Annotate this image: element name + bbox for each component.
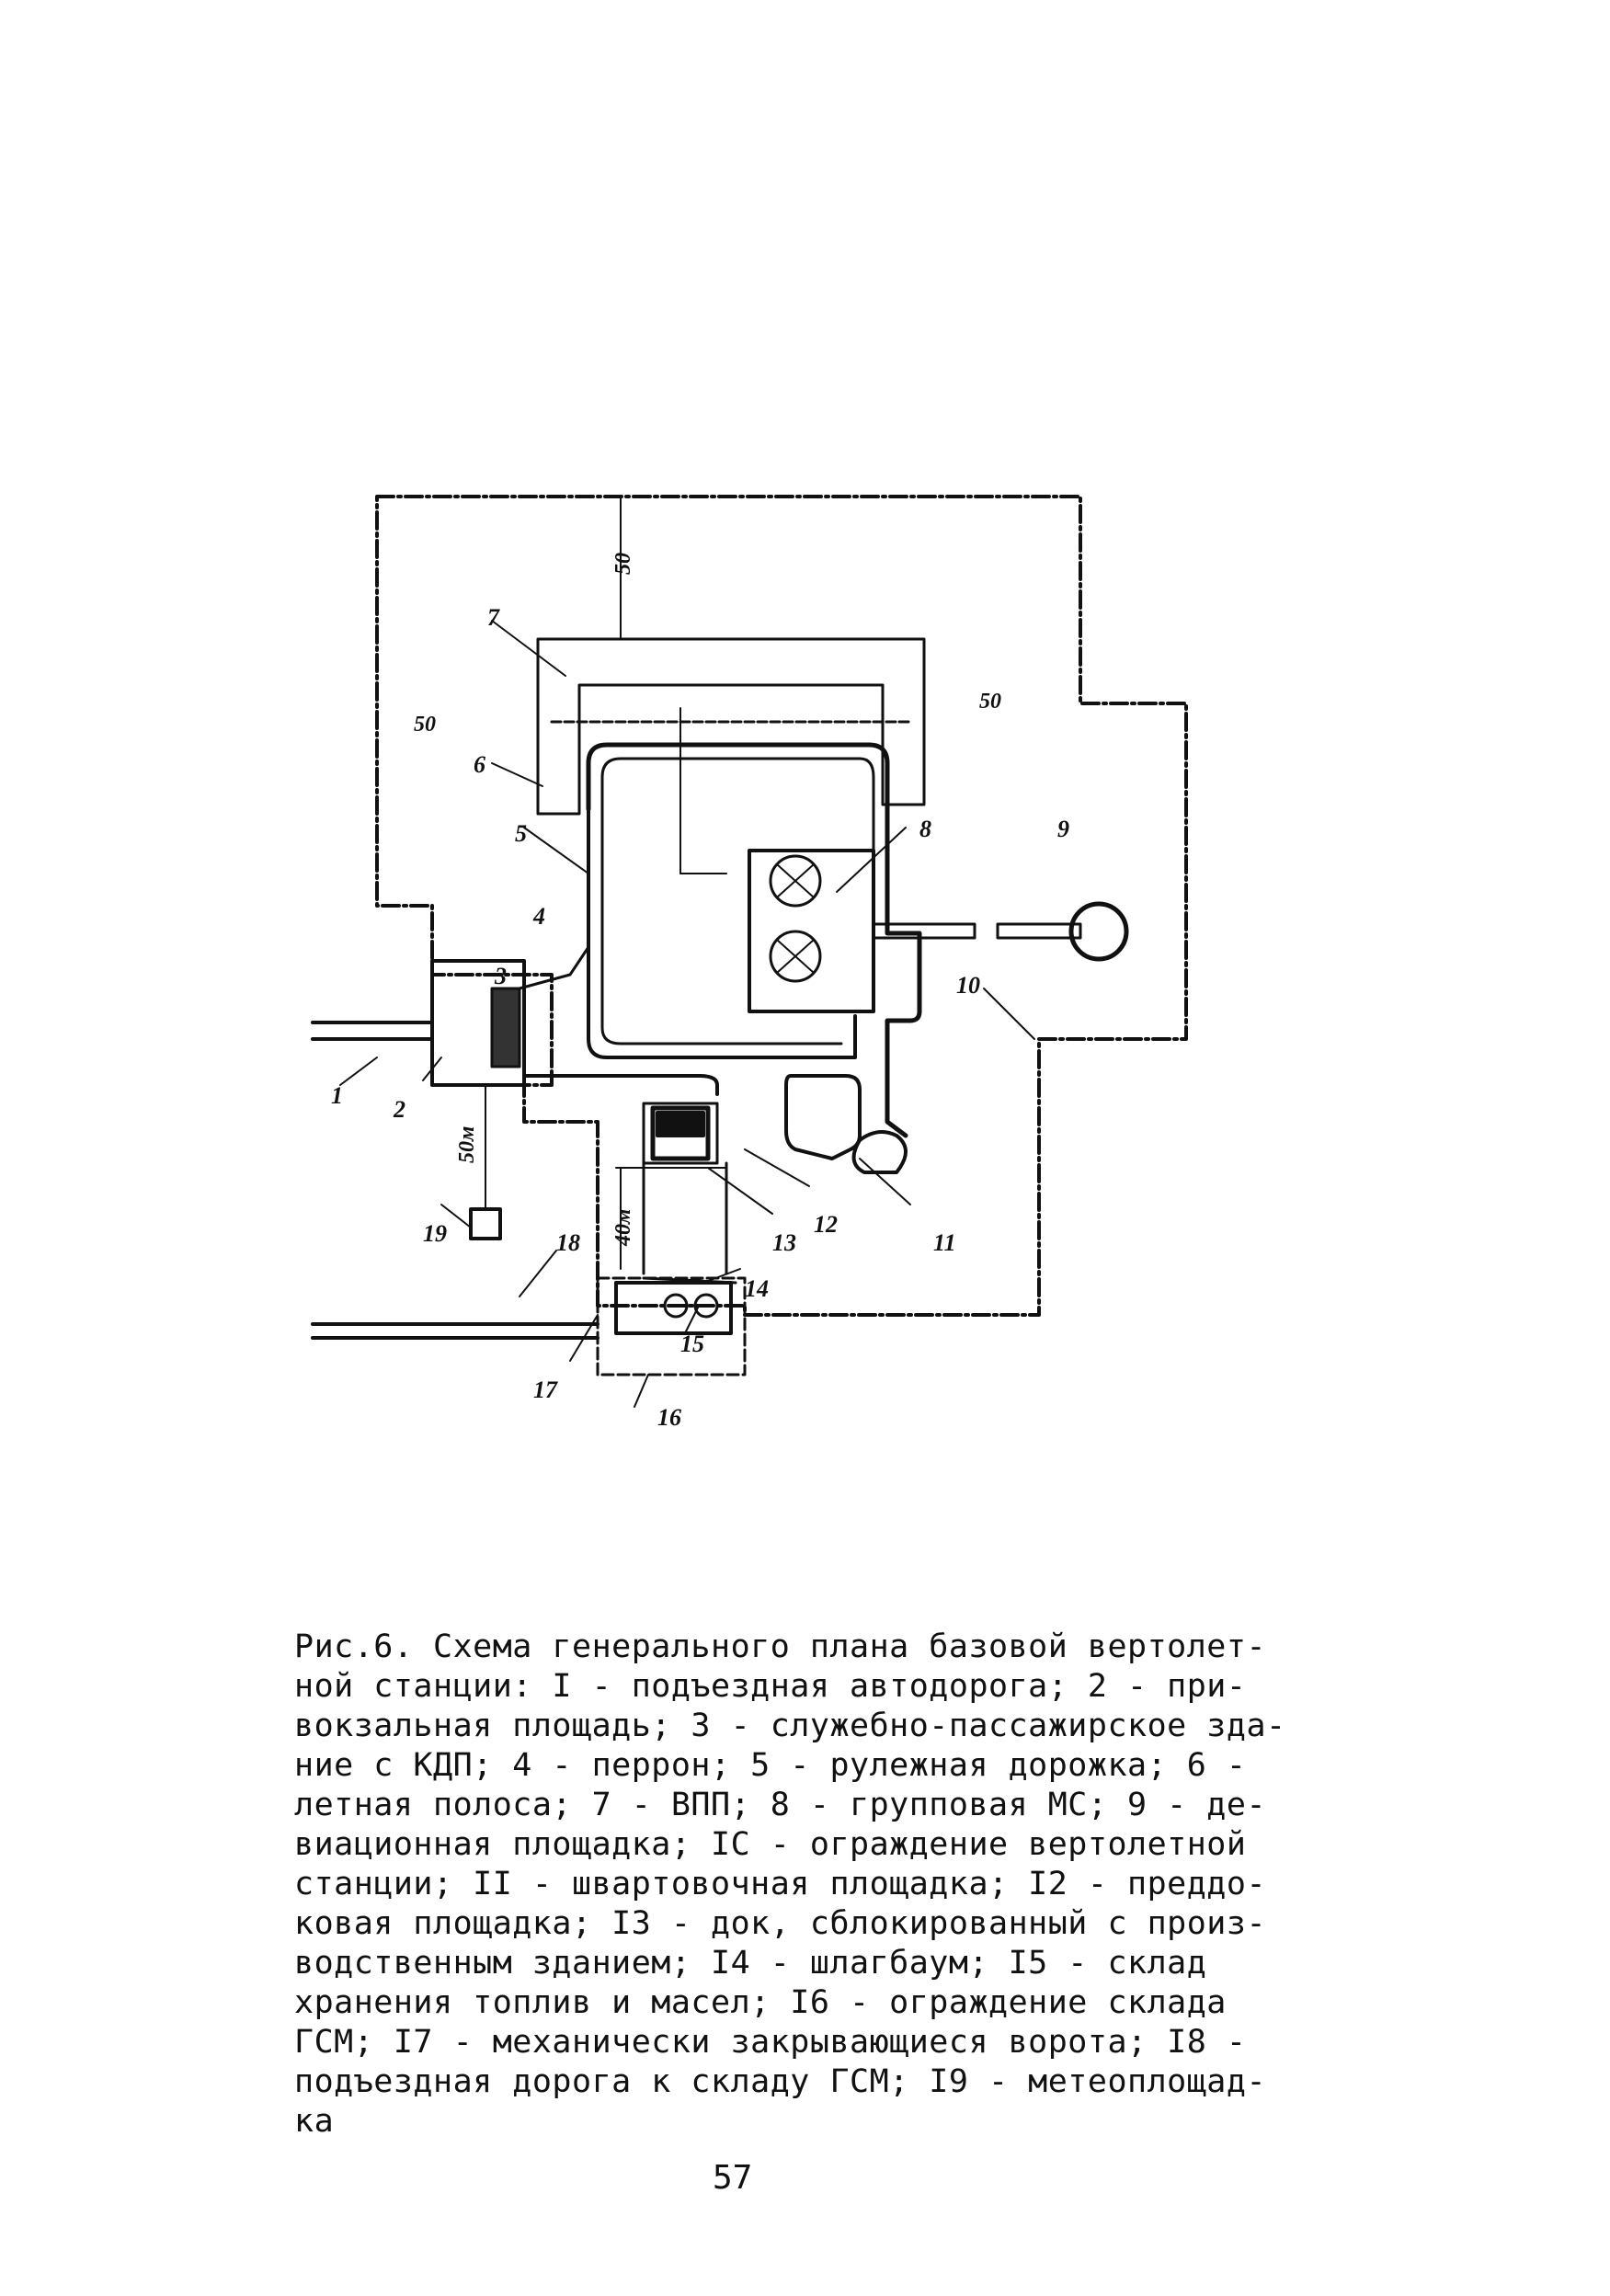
caption-line: станции; II - швартовочная площадка; I2 - преддо- — [294, 1866, 1267, 1902]
callout-9: 9 — [1057, 816, 1069, 842]
caption-line: ковая площадка; I3 - док, сблокированный с произ- — [294, 1905, 1267, 1942]
figure-caption — [294, 1628, 1286, 2142]
callout-11: 11 — [933, 1229, 956, 1256]
dim-top: 50 — [611, 553, 635, 575]
dim-right: 50 — [979, 690, 1001, 714]
callout-14: 14 — [745, 1275, 769, 1302]
callout-10: 10 — [956, 972, 980, 999]
callout-18: 18 — [556, 1229, 580, 1256]
dim-met: 50м — [455, 1125, 479, 1163]
callout-3: 3 — [495, 963, 507, 989]
dim-left: 50 — [414, 713, 436, 737]
callout-8: 8 — [919, 816, 931, 842]
general-plan-diagram — [276, 460, 1241, 1471]
callout-16: 16 — [657, 1404, 681, 1431]
caption-line: хранения топлив и масел; I6 - ограждение склада — [294, 1984, 1227, 2021]
callout-1: 1 — [331, 1082, 343, 1109]
caption-line: летная полоса; 7 - ВПП; 8 - групповая МС; 9 - де- — [294, 1787, 1267, 1823]
callout-17: 17 — [533, 1376, 557, 1403]
caption-line: ГСМ; I7 - механически закрывающиеся ворота; I8 - — [294, 2024, 1247, 2061]
caption-line: водственным зданием; I4 - шлагбаум; I5 - склад — [294, 1945, 1207, 1982]
fuel-depot-fence — [598, 1278, 745, 1375]
callout-5: 5 — [515, 820, 527, 847]
callout-4: 4 — [533, 903, 545, 930]
fuel-road — [313, 1324, 598, 1338]
dim-gsm: 40м — [611, 1208, 635, 1246]
caption-line: подъездная дорога к складу ГСМ; I9 - метеоплощад- — [294, 2063, 1267, 2100]
callout-6: 6 — [474, 751, 485, 778]
caption-line: вокзальная площадь; 3 - служебно-пассажирское зда- — [294, 1708, 1286, 1744]
caption-line: ной станции: I - подъездная автодорога; 2 - при- — [294, 1668, 1247, 1705]
caption-line: Рис.6. Схема генерального плана базовой вертолет- — [294, 1628, 1267, 1665]
runway-outline — [538, 639, 924, 814]
mooring-pad — [786, 1076, 860, 1159]
callout-19: 19 — [423, 1220, 447, 1247]
callout-15: 15 — [680, 1331, 704, 1357]
callout-2: 2 — [394, 1096, 405, 1123]
caption-line: ка — [294, 2103, 335, 2140]
access-road — [313, 1022, 432, 1039]
met-station — [471, 1209, 500, 1239]
caption-line: виационная площадка; IC - ограждение вертолетной — [294, 1826, 1247, 1863]
terminal-building — [492, 988, 520, 1067]
callout-12: 12 — [814, 1211, 838, 1238]
callout-13: 13 — [772, 1229, 796, 1256]
callout-7: 7 — [487, 604, 499, 631]
caption-line: ние с КДП; 4 - перрон; 5 - рулежная дорожка; 6 - — [294, 1747, 1247, 1784]
page-number: 57 — [713, 2159, 753, 2197]
